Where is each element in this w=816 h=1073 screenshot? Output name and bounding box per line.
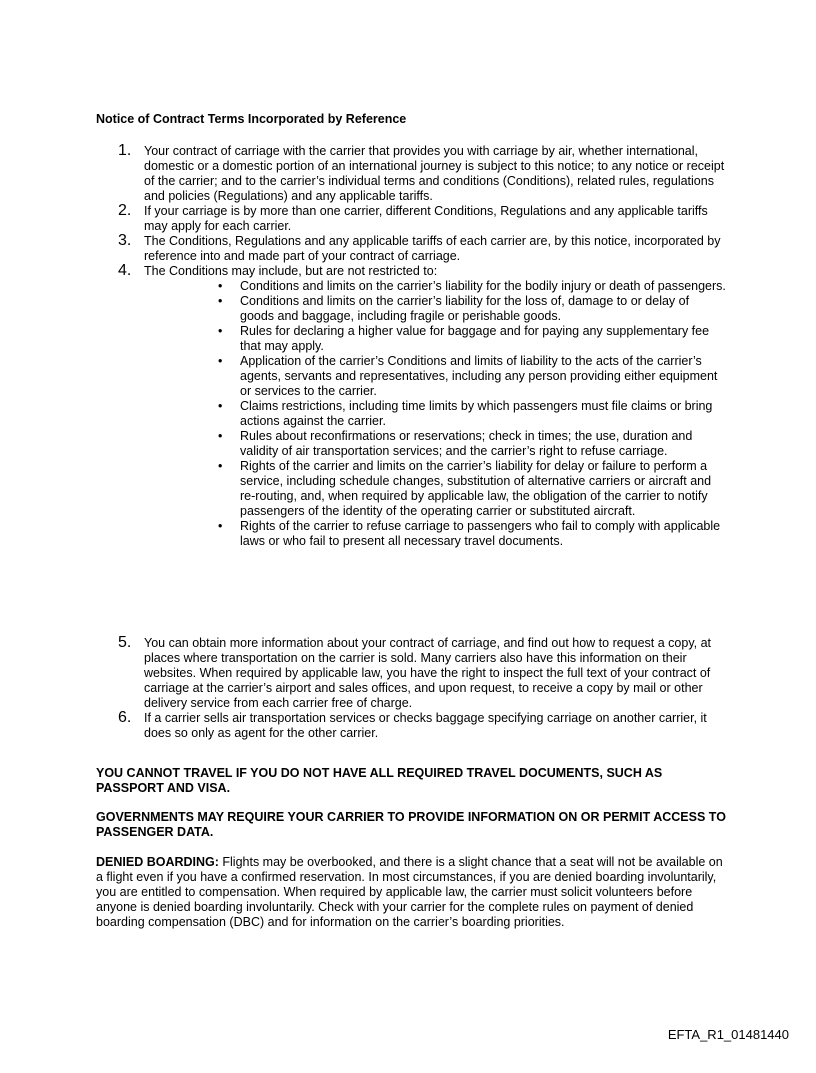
bullet-icon: • <box>218 354 223 368</box>
list-item <box>96 711 726 741</box>
bullet-icon: • <box>218 519 223 533</box>
bullet-item <box>218 279 726 294</box>
document-id: EFTA_R1_01481440 <box>667 1027 789 1042</box>
list-item <box>96 204 726 234</box>
item-text: If a carrier sells air transportation services or checks baggage specifying carriage on another carrier, it does so only as agent for the other carrier. <box>144 711 707 740</box>
item-text: The Conditions, Regulations and any applicable tariffs of each carrier are, by this notice, incorporated by reference into and made part of your contract of carriage. <box>144 234 721 263</box>
denied-boarding-label: DENIED BOARDING: <box>96 855 219 869</box>
item-number: 4. <box>118 262 132 279</box>
list-item <box>96 234 726 264</box>
item-text: Your contract of carriage with the carrier that provides you with carriage by air, whether international, domestic or a domestic portion of an international journey is subject to this notice; to any notice or receipt of the carrier; and to the carrier’s individual terms and conditions (Conditions), related rules, regulations and policies (Regulations) and any applicable tariffs. <box>144 144 725 203</box>
list-item <box>96 144 726 204</box>
bullet-item <box>218 429 726 459</box>
item-text: If your carriage is by more than one carrier, different Conditions, Regulations and any applicable tariffs may apply for each carrier. <box>144 204 708 233</box>
denied-boarding-text: Flights may be overbooked, and there is a slight chance that a seat will not be available on a flight even if you have a confirmed reservation. In most circumstances, if you are denied boarding involuntarily, you are entitled to compensation. When required by applicable law, the carrier must solicit volunteers before anyone is denied boarding involuntarily. Check with your carrier for the complete rules on payment of denied boarding compensation (DBC) and for information on the carrier’s boarding priorities. <box>96 855 723 929</box>
list-item <box>96 264 726 549</box>
bullet-icon: • <box>218 429 223 443</box>
bullet-text: Application of the carrier’s Conditions and limits of liability to the acts of the carrier’s agents, servants and representatives, including any person providing either equipment or services to the carrier. <box>240 354 718 398</box>
bullet-text: Rights of the carrier to refuse carriage to passengers who fail to comply with applicable laws or who fail to present all necessary travel documents. <box>240 519 721 548</box>
bullet-text: Rights of the carrier and limits on the carrier’s liability for delay or failure to perform a service, including schedule changes, substitution of alternative carriers or aircraft and re-routing, and, when required by applicable law, the obligation of the carrier to notify passengers of the identity of the operating carrier or substituted aircraft. <box>240 459 712 518</box>
conditions-bullet-list <box>218 279 726 549</box>
travel-documents-warning: YOU CANNOT TRAVEL IF YOU DO NOT HAVE ALL REQUIRED TRAVEL DOCUMENTS, SUCH AS PASSPORT AND VISA. <box>96 766 663 795</box>
bullet-icon: • <box>218 399 223 413</box>
bullet-icon: • <box>218 459 223 473</box>
bullet-text: Claims restrictions, including time limits by which passengers must file claims or bring actions against the carrier. <box>240 399 713 428</box>
item-text: You can obtain more information about your contract of carriage, and find out how to request a copy, at places where transportation on the carrier is sold. Many carriers also have this information on their websites. When required by applicable law, you have the right to inspect the full text of your contract of carriage at the carrier’s airport and sales offices, and upon request, to receive a copy by mail or other delivery service from each carrier free of charge. <box>144 636 712 710</box>
bullet-text: Rules about reconfirmations or reservations; check in times; the use, duration and validity of air transportation services; and the carrier’s right to refuse carriage. <box>240 429 693 458</box>
bullet-item <box>218 354 726 399</box>
bullet-icon: • <box>218 279 223 293</box>
bullet-icon: • <box>218 324 223 338</box>
item-number: 2. <box>118 202 132 219</box>
page-title: Notice of Contract Terms Incorporated by Reference <box>96 112 407 126</box>
numbered-list <box>96 144 726 549</box>
list-item <box>96 636 726 711</box>
item-number: 6. <box>118 709 132 726</box>
denied-boarding-paragraph <box>96 855 726 930</box>
bullet-icon: • <box>218 294 223 308</box>
bullet-text: Conditions and limits on the carrier’s liability for the loss of, damage to or delay of goods and baggage, including fragile or perishable goods. <box>240 294 690 323</box>
bullet-item <box>218 519 726 549</box>
bullet-text: Rules for declaring a higher value for baggage and for paying any supplementary fee that may apply. <box>240 324 710 353</box>
item-number: 5. <box>118 634 132 651</box>
bullet-item <box>218 459 726 519</box>
item-number: 1. <box>118 142 132 159</box>
item-number: 3. <box>118 232 132 249</box>
bullet-item <box>218 294 726 324</box>
item-text: The Conditions may include, but are not restricted to: <box>144 264 438 278</box>
numbered-list-continued <box>96 636 726 741</box>
passenger-data-warning: GOVERNMENTS MAY REQUIRE YOUR CARRIER TO PROVIDE INFORMATION ON OR PERMIT ACCESS TO PASSENGER DATA. <box>96 810 726 839</box>
bullet-item <box>218 324 726 354</box>
bullet-item <box>218 399 726 429</box>
bullet-text: Conditions and limits on the carrier’s liability for the bodily injury or death of passengers. <box>240 279 726 293</box>
